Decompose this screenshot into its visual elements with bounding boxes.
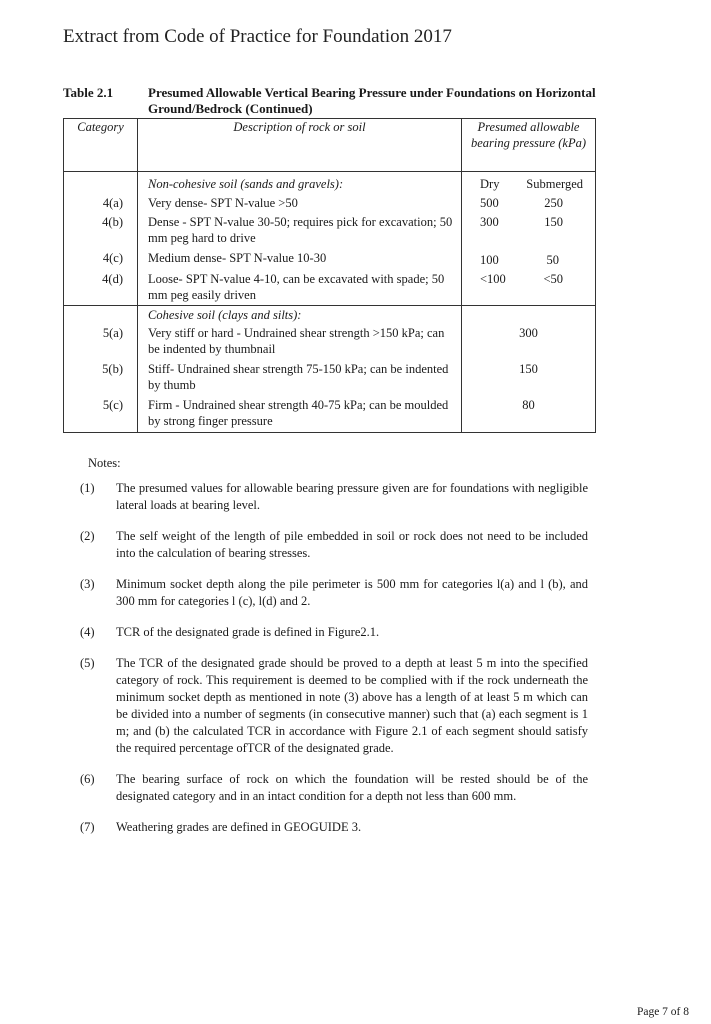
row-category: 4(a) — [64, 192, 138, 211]
note-number: (4) — [80, 625, 95, 639]
note-item — [80, 576, 588, 610]
table-row — [64, 268, 596, 306]
header-category: Category — [64, 119, 138, 172]
notes-section — [80, 455, 588, 850]
table-number: Table 2.1 — [63, 85, 114, 100]
note-item — [80, 655, 588, 757]
row-description: Stiff- Undrained shear strength 75-150 kPa; can be indented by thumb — [138, 357, 462, 393]
note-item — [80, 480, 588, 514]
row-submerged-value: 50 — [546, 253, 559, 267]
row-submerged-value: <50 — [543, 272, 563, 286]
note-number: (7) — [80, 820, 95, 834]
col-dry-label: Dry — [480, 177, 500, 191]
row-pressure-value: 150 — [462, 357, 596, 393]
note-item — [80, 771, 588, 805]
col-submerged-label: Submerged — [526, 177, 583, 191]
row-description: Loose- SPT N-value 4-10, can be excavated with spade; 50 mm peg easily driven — [138, 268, 462, 306]
row-category: 5(b) — [64, 357, 138, 393]
note-text: The TCR of the designated grade should be proved to a depth at least 5 m into the specified category of rock. This requirement is deemed to be complied with if the rock underneath the minimum socket depth as mentioned in note (3) above has a length of at least 5 m which can be divided into a number of segments (in consecutive manner) such that (a) each segment is 1 m; and (b) the calculated TCR in accordance with Figure 2.1 of each segment should satisfy the required percentage ofTCR of the designated grade. — [116, 656, 588, 755]
table-row — [64, 357, 596, 393]
row-pressure-value: 300 — [462, 323, 596, 357]
row-submerged-value: 150 — [544, 215, 563, 229]
row-category: 4(b) — [64, 211, 138, 246]
note-item — [80, 528, 588, 562]
row-category: 4(d) — [64, 268, 138, 306]
row-category: 5(c) — [64, 393, 138, 433]
row-description: Very dense- SPT N-value >50 — [138, 192, 462, 211]
row-dry-value: <100 — [480, 272, 506, 286]
document-header: Extract from Code of Practice for Foundation 2017 — [63, 26, 452, 47]
group1-title-row — [64, 172, 596, 193]
row-description: Very stiff or hard - Undrained shear strength >150 kPa; can be indented by thumbnail — [138, 323, 462, 357]
table-row — [64, 246, 596, 268]
note-text: Minimum socket depth along the pile perimeter is 500 mm for categories l(a) and l (b), and 300 mm for categories l (c), l(d) and 2. — [116, 577, 588, 608]
bearing-pressure-table — [63, 118, 596, 433]
note-number: (5) — [80, 656, 95, 670]
note-number: (6) — [80, 772, 95, 786]
group1-title: Non-cohesive soil (sands and gravels): — [138, 172, 462, 193]
group2-title: Cohesive soil (clays and silts): — [138, 306, 462, 324]
row-description: Medium dense- SPT N-value 10-30 — [138, 246, 462, 268]
table-row — [64, 211, 596, 246]
row-pressure-value: 80 — [462, 393, 596, 433]
page-number: Page 7 of 8 — [636, 1006, 689, 1018]
note-text: TCR of the designated grade is defined in Figure2.1. — [116, 625, 380, 639]
note-number: (3) — [80, 577, 95, 591]
note-item — [80, 819, 588, 836]
table-title: Presumed Allowable Vertical Bearing Pressure under Foundations on Horizontal Ground/Bedrock (Continued) — [148, 85, 596, 116]
note-number: (1) — [80, 481, 95, 495]
notes-heading: Notes: — [88, 456, 121, 470]
row-description: Dense - SPT N-value 30-50; requires pick for excavation; 50 mm peg hard to drive — [138, 211, 462, 246]
row-category: 5(a) — [64, 323, 138, 357]
table-row — [64, 393, 596, 433]
note-number: (2) — [80, 529, 95, 543]
note-text: The bearing surface of rock on which the foundation will be rested should be of the designated category and in an intact condition for a depth not less than 600 mm. — [116, 772, 588, 803]
row-dry-value: 500 — [480, 196, 499, 210]
group2-title-row — [64, 306, 596, 324]
table-row — [64, 323, 596, 357]
header-pressure: Presumed allowable bearing pressure (kPa) — [462, 119, 596, 172]
row-dry-value: 300 — [480, 215, 499, 229]
table-header-row — [64, 119, 596, 172]
note-item — [80, 624, 588, 641]
row-dry-value: 100 — [480, 253, 499, 267]
note-text: The presumed values for allowable bearing pressure given are for foundations with negligible lateral loads at bearing level. — [116, 481, 588, 512]
row-submerged-value: 250 — [544, 196, 563, 210]
header-description: Description of rock or soil — [138, 119, 462, 172]
row-description: Firm - Undrained shear strength 40-75 kPa; can be moulded by strong finger pressure — [138, 393, 462, 433]
row-category: 4(c) — [64, 246, 138, 268]
note-text: The self weight of the length of pile embedded in soil or rock does not need to be included into the calculation of bearing stresses. — [116, 529, 588, 560]
table-row — [64, 192, 596, 211]
note-text: Weathering grades are defined in GEOGUIDE 3. — [116, 820, 362, 834]
